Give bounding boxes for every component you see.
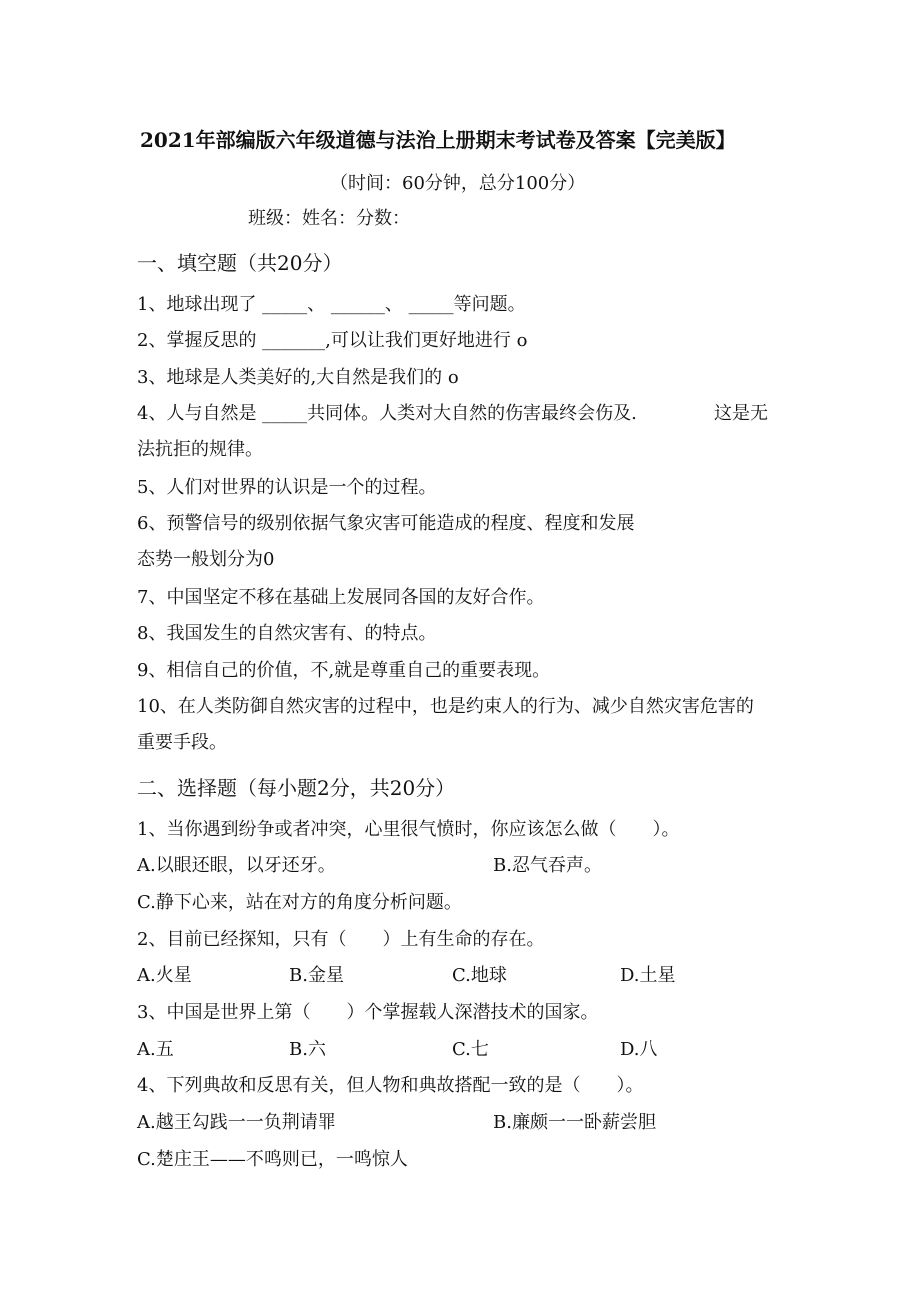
fill-question-7: 7、中国坚定不移在基础上发展同各国的友好合作。	[137, 587, 545, 608]
student-info: 班级：姓名：分数：	[248, 208, 410, 229]
fill-question-9: 9、相信自己的价值，不,就是尊重自己的重要表现。	[137, 660, 551, 681]
choice-q3-option-c: C.七	[452, 1039, 489, 1060]
fill-question-4-end: 这是无	[714, 403, 768, 424]
choice-question-4: 4、下列典故和反思有关，但人物和典故搭配一致的是（ ）。	[137, 1075, 644, 1096]
fill-question-1: 1、地球出现了 _____、 ______、 _____等问题。	[137, 294, 526, 315]
exam-title: 2021年部编版六年级道德与法治上册期末考试卷及答案【完美版】	[140, 128, 736, 152]
section-1-heading: 一、填空题（共20分）	[137, 251, 343, 275]
choice-q2-option-c: C.地球	[452, 965, 507, 986]
fill-question-10: 10、在人类防御自然灾害的过程中，也是约束人的行为、减少自然灾害危害的	[137, 696, 754, 717]
time-note: （时间：60分钟，总分100分）	[330, 173, 586, 194]
choice-question-2: 2、目前已经探知，只有（ ）上有生命的存在。	[137, 929, 545, 950]
choice-q3-option-a: A.五	[137, 1039, 174, 1060]
choice-question-3: 3、中国是世界上第（ ）个掌握载人深潜技术的国家。	[137, 1002, 599, 1023]
choice-q4-option-c: C.楚庄王——不鸣则已，一鸣惊人	[137, 1149, 408, 1170]
choice-q4-option-b: B.廉颇一一卧薪尝胆	[493, 1112, 656, 1133]
choice-q3-option-b: B.六	[289, 1039, 326, 1060]
fill-question-3: 3、地球是人类美好的,大自然是我们的 o	[137, 367, 459, 388]
choice-q2-option-a: A.火星	[137, 965, 192, 986]
section-2-heading: 二、选择题（每小题2分，共20分）	[137, 776, 456, 800]
choice-q4-option-a: A.越王勾践一一负荆请罪	[137, 1112, 336, 1133]
choice-q3-option-d: D.八	[620, 1039, 658, 1060]
choice-q2-option-d: D.土星	[620, 965, 676, 986]
fill-question-6: 6、预警信号的级别依据气象灾害可能造成的程度、程度和发展	[137, 513, 635, 534]
fill-question-10-cont: 重要手段。	[137, 732, 227, 753]
fill-question-4-cont: 法抗拒的规律。	[137, 439, 263, 460]
fill-question-2: 2、掌握反思的 _______,可以让我们更好地进行 o	[137, 330, 528, 351]
choice-q1-option-b: B.忍气吞声。	[493, 855, 602, 876]
fill-question-8: 8、我国发生的自然灾害有、的特点。	[137, 623, 437, 644]
fill-question-4: 4、人与自然是 _____共同体。人类对大自然的伤害最终会伤及.	[137, 403, 637, 424]
fill-question-5: 5、人们对世界的认识是一个的过程。	[137, 477, 437, 498]
choice-q1-option-c: C.静下心来，站在对方的角度分析问题。	[137, 892, 462, 913]
fill-question-6-cont: 态势一般划分为0	[137, 549, 275, 570]
choice-question-1: 1、当你遇到纷争或者冲突，心里很气愤时，你应该怎么做（ ）。	[137, 819, 680, 840]
choice-q1-option-a: A.以眼还眼，以牙还牙。	[137, 855, 336, 876]
choice-q2-option-b: B.金星	[289, 965, 344, 986]
